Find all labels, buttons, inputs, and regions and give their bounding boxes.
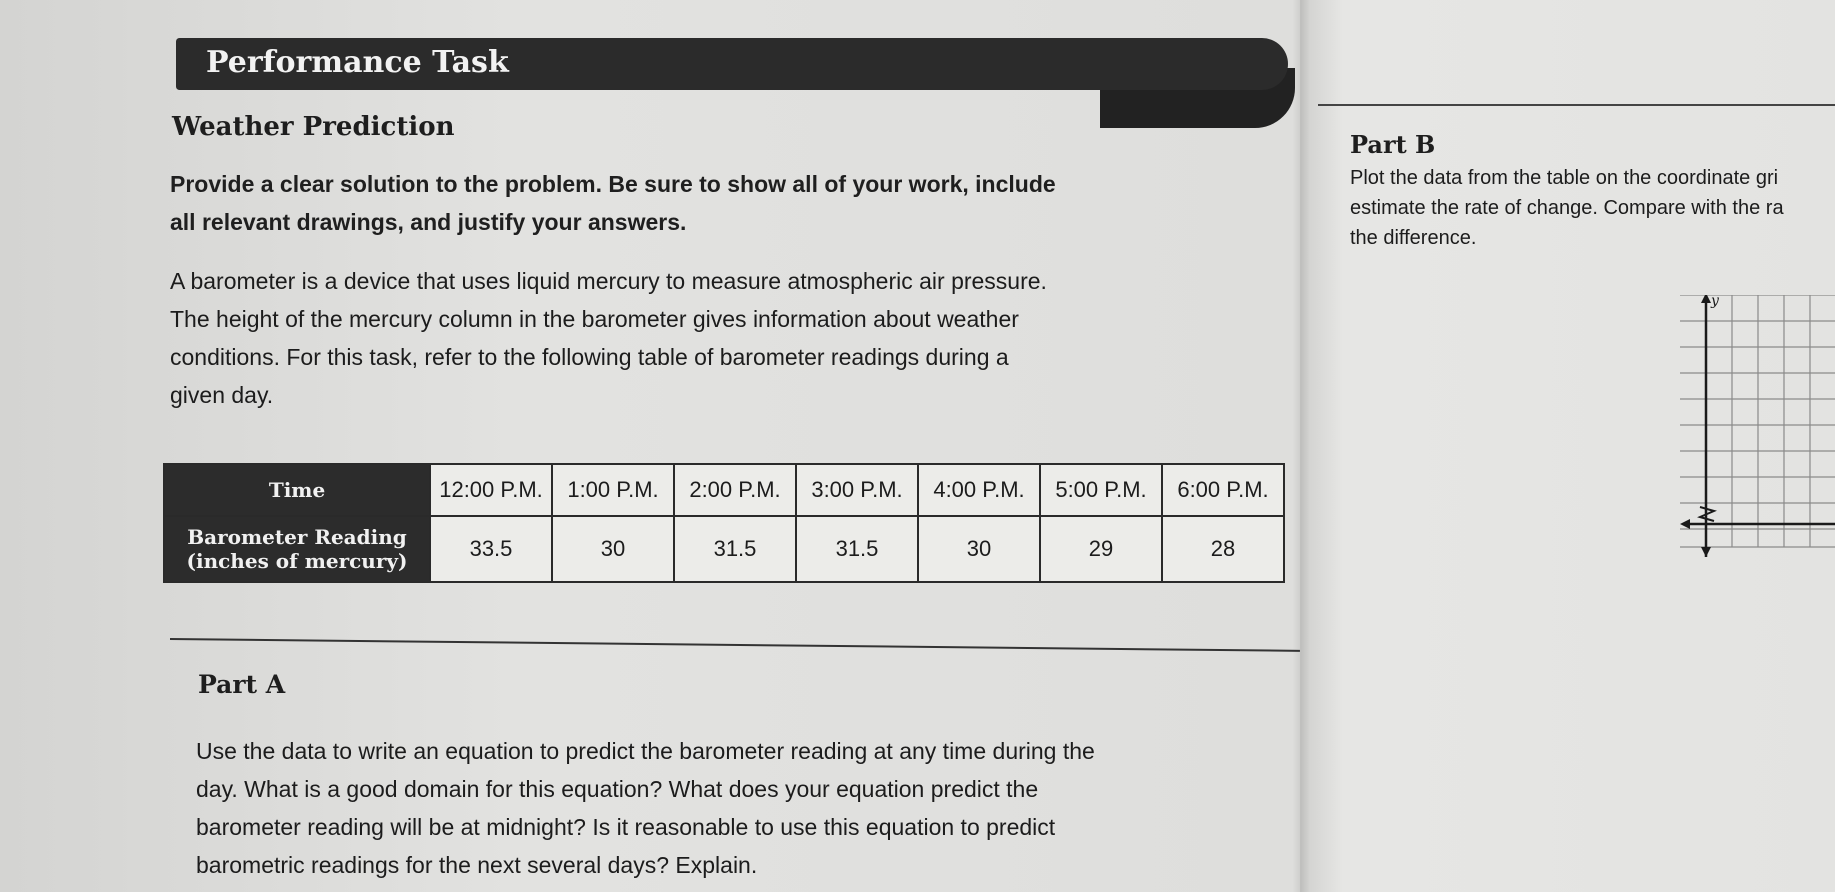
part-b-line: the difference.: [1350, 227, 1477, 249]
intro-paragraph: A barometer is a device that uses liquid mercury to measure atmospheric air pressure. The height of the mercury column in the barometer gives information about weather conditions. For this task, refer to the following table of barometer readings during a given day.: [170, 268, 1047, 408]
grid-lines: [1680, 295, 1835, 547]
time-cell: 2:00 P.M.: [674, 464, 796, 516]
time-cell: 12:00 P.M.: [430, 464, 552, 516]
axis-break-icon: [1700, 507, 1714, 521]
instructions: Provide a clear solution to the problem. Be sure to show all of your work, include all relevant drawings, and justify your answers.: [170, 171, 1056, 235]
banner-title: Performance Task: [206, 45, 509, 80]
time-header: Time: [164, 464, 430, 516]
time-cell: 3:00 P.M.: [796, 464, 918, 516]
y-axis-label: y: [1711, 295, 1719, 309]
reading-cell: 28: [1162, 516, 1284, 582]
time-cell: 1:00 P.M.: [552, 464, 674, 516]
part-a-title: Part A: [198, 670, 286, 699]
part-b-divider: [1318, 104, 1835, 106]
reading-cell: 29: [1040, 516, 1162, 582]
reading-header: Barometer Reading (inches of mercury): [164, 516, 430, 582]
grid-svg: [1680, 295, 1835, 557]
part-b-text: [1350, 163, 1835, 253]
reading-cell: 33.5: [430, 516, 552, 582]
x-axis-arrow-icon: [1680, 519, 1690, 529]
part-b-title: Part B: [1350, 130, 1436, 159]
reading-cell: 31.5: [796, 516, 918, 582]
section-title: Weather Prediction: [172, 112, 455, 142]
part-b-line: estimate the rate of change. Compare with the ra: [1350, 197, 1784, 219]
reading-cell: 30: [918, 516, 1040, 582]
y-axis-arrow-icon: [1701, 295, 1711, 303]
reading-cell: 31.5: [674, 516, 796, 582]
coordinate-grid: [1680, 295, 1835, 561]
part-b-line: Plot the data from the table on the coordinate gri: [1350, 167, 1779, 189]
time-cell: 5:00 P.M.: [1040, 464, 1162, 516]
reading-cell: 30: [552, 516, 674, 582]
y-axis-down-arrow-icon: [1701, 547, 1711, 557]
time-cell: 4:00 P.M.: [918, 464, 1040, 516]
part-a-text: Use the data to write an equation to predict the barometer reading at any time during the day. What is a good domain for this equation? What does your equation predict the barometer reading will be at midnight? Is it reasonable to use this equation to predict barometric readings for the next several days? Explain.: [196, 738, 1095, 878]
table-row: [164, 516, 1284, 582]
barometer-table: [163, 463, 1285, 583]
book-gutter: [1292, 0, 1310, 892]
time-cell: 6:00 P.M.: [1162, 464, 1284, 516]
table-row: [164, 464, 1284, 516]
